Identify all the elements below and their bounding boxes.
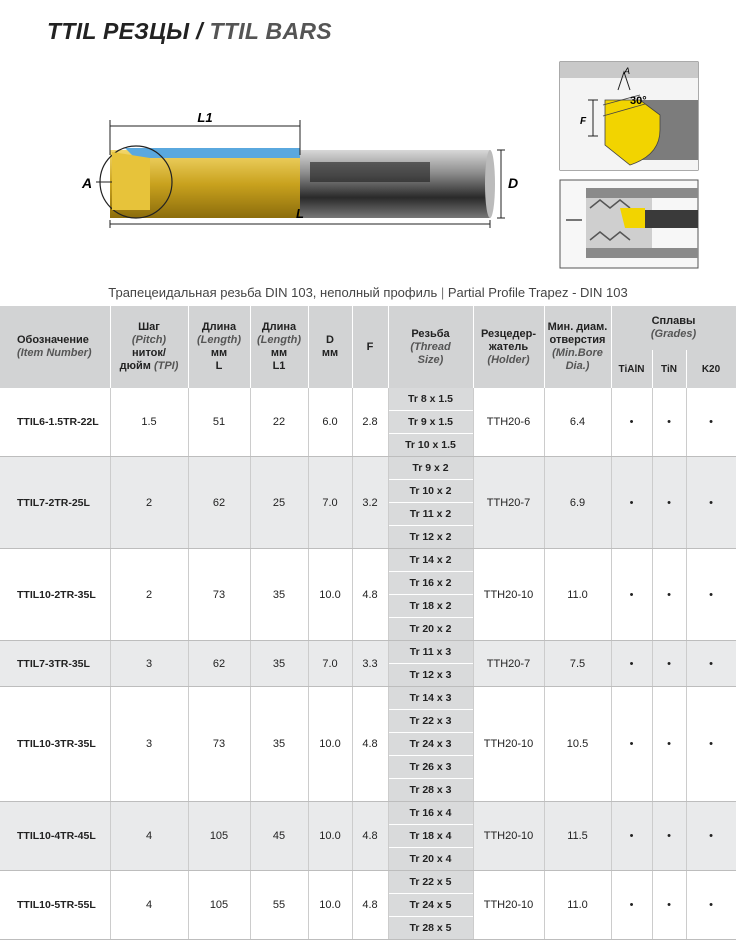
- diameter-cell: 7.0: [308, 641, 352, 687]
- item-cell: TTIL10-3TR-35L: [0, 687, 110, 802]
- col-bore-label: Мин. диам.: [547, 321, 608, 333]
- title-ru: TTIL РЕЗЦЫ: [47, 18, 190, 44]
- grade-tin-cell: •: [652, 687, 686, 802]
- col-holder-label-2: жатель: [488, 340, 529, 353]
- subtitle-separator: |: [437, 285, 448, 300]
- grade-tin-cell: •: [652, 802, 686, 871]
- title-en: TTIL BARS: [209, 18, 332, 44]
- col-d-unit: мм: [321, 347, 339, 359]
- col-length1-label: Длина: [261, 321, 297, 333]
- col-pitch-label-en: (Pitch): [131, 334, 167, 346]
- pitch-cell: 2: [110, 457, 188, 549]
- label-a: A: [82, 175, 93, 191]
- col-f: [352, 306, 388, 388]
- col-length1-unit: мм: [270, 347, 288, 359]
- spec-table-body: [0, 388, 736, 940]
- grade-k20-cell: •: [686, 802, 736, 871]
- length1-cell: 22: [250, 388, 308, 457]
- col-grades-label: Сплавы: [651, 315, 696, 327]
- thread-size: Tr 22 x 3: [389, 710, 473, 733]
- detail-a-label: A: [623, 66, 631, 76]
- thread-size: Tr 24 x 5: [389, 894, 473, 917]
- grade-k20-cell: •: [686, 549, 736, 641]
- col-bore-label-2: отверстия: [549, 334, 606, 346]
- col-thread: [388, 306, 473, 388]
- length-cell: 105: [188, 802, 250, 871]
- holder-cell: TTH20-10: [473, 802, 544, 871]
- thread-size: Tr 9 x 2: [389, 457, 473, 480]
- length1-cell: 35: [250, 641, 308, 687]
- col-item-label: Обозначение: [17, 334, 89, 346]
- thread-size: Tr 14 x 2: [389, 549, 473, 572]
- grade-tin-cell: •: [652, 871, 686, 940]
- table-row: [0, 687, 736, 802]
- holder-cell: TTH20-7: [473, 457, 544, 549]
- col-item-label-en: (Item Number): [17, 347, 92, 359]
- length-cell: 62: [188, 457, 250, 549]
- col-bore-label-en: (Min.Bore: [552, 347, 603, 359]
- col-pitch-tpi: (TPI): [153, 360, 179, 372]
- grade-tialn-cell: •: [611, 457, 652, 549]
- f-cell: 4.8: [352, 549, 388, 641]
- tool-body: [100, 146, 300, 218]
- col-item: [0, 306, 110, 388]
- thread-size: Tr 8 x 1.5: [389, 388, 473, 411]
- label-l: L: [296, 206, 304, 221]
- thread-cell: [388, 641, 473, 687]
- detail-f: F: [580, 116, 587, 127]
- thread-size: Tr 18 x 2: [389, 595, 473, 618]
- thread-size: Tr 16 x 2: [389, 572, 473, 595]
- col-pitch-label-2: ниток/: [132, 347, 166, 359]
- grade-k20-cell: •: [686, 687, 736, 802]
- grade-tialn-cell: •: [611, 871, 652, 940]
- col-thread-label-en: (Thread: [410, 340, 451, 353]
- tool-shank: [300, 150, 495, 218]
- thread-size: Tr 9 x 1.5: [389, 411, 473, 434]
- bore-cell: 7.5: [544, 641, 611, 687]
- thread-size: Tr 12 x 2: [409, 531, 452, 543]
- col-holder-label-en: (Holder): [487, 353, 530, 366]
- page-title: [47, 18, 332, 45]
- thread-cell: [388, 549, 473, 641]
- thread-cell: [388, 871, 473, 940]
- thread-size: Tr 24 x 3: [389, 733, 473, 756]
- col-length1: [250, 306, 308, 388]
- pitch-cell: 2: [110, 549, 188, 641]
- item-cell: TTIL10-2TR-35L: [0, 549, 110, 641]
- header-row: [0, 306, 736, 350]
- thread-size: Tr 20 x 2: [409, 623, 452, 635]
- col-length: [188, 306, 250, 388]
- col-k20: K20: [686, 350, 736, 388]
- col-length-unit: мм: [210, 347, 228, 359]
- length-cell: 62: [188, 641, 250, 687]
- diameter-cell: 6.0: [308, 388, 352, 457]
- length-cell: 105: [188, 871, 250, 940]
- grade-tialn-cell: •: [611, 549, 652, 641]
- length1-cell: 45: [250, 802, 308, 871]
- dimension-d: [497, 150, 505, 218]
- f-cell: 4.8: [352, 687, 388, 802]
- diameter-cell: 10.0: [308, 802, 352, 871]
- col-pitch-label-3: дюйм: [119, 360, 151, 372]
- thread-size: Tr 10 x 1.5: [405, 439, 456, 451]
- grade-tin-cell: •: [652, 457, 686, 549]
- col-bore: [544, 306, 611, 388]
- table-row: [0, 871, 736, 940]
- table-row: [0, 549, 736, 641]
- label-d: D: [508, 175, 519, 191]
- item-cell: TTIL10-4TR-45L: [0, 802, 110, 871]
- thread-size: Tr 28 x 5: [409, 922, 452, 934]
- col-holder-label: Резцедер-: [480, 327, 536, 340]
- diameter-cell: 10.0: [308, 549, 352, 641]
- pitch-cell: 4: [110, 871, 188, 940]
- grade-k20-cell: •: [686, 457, 736, 549]
- bore-cell: 11.0: [544, 871, 611, 940]
- thread-size: Tr 22 x 5: [389, 871, 473, 894]
- thread-size: Tr 10 x 2: [389, 480, 473, 503]
- label-l1: L1: [197, 110, 213, 125]
- thread-cell: [388, 388, 473, 457]
- f-cell: 2.8: [352, 388, 388, 457]
- grade-tialn-cell: •: [611, 388, 652, 457]
- thread-size: Tr 26 x 3: [389, 756, 473, 779]
- thread-size: Tr 11 x 3: [389, 641, 473, 664]
- bore-cell: 6.4: [544, 388, 611, 457]
- subtitle: [0, 285, 736, 300]
- length1-cell: 55: [250, 871, 308, 940]
- bore-cell: 11.0: [544, 549, 611, 641]
- thread-size: Tr 11 x 2: [389, 503, 473, 526]
- item-cell: TTIL7-2TR-25L: [0, 457, 110, 549]
- thread-cell: [388, 687, 473, 802]
- title-separator: /: [189, 18, 210, 44]
- holder-cell: TTH20-6: [473, 388, 544, 457]
- grade-tialn-cell: •: [611, 802, 652, 871]
- col-tin: TiN: [652, 350, 686, 388]
- thread-size: Tr 20 x 4: [409, 853, 452, 865]
- col-tialn: TiAlN: [611, 350, 652, 388]
- col-length1-symbol: L1: [272, 360, 286, 372]
- subtitle-ru: Трапецеидальная резьба DIN 103, неполный профиль: [108, 285, 438, 300]
- grade-k20-cell: •: [686, 641, 736, 687]
- tool-diagram: [0, 60, 736, 275]
- grade-tialn-cell: •: [611, 641, 652, 687]
- col-grades: [611, 306, 736, 350]
- bore-cell: 10.5: [544, 687, 611, 802]
- f-cell: 4.8: [352, 871, 388, 940]
- table-row: [0, 802, 736, 871]
- f-cell: 4.8: [352, 802, 388, 871]
- grade-tialn-cell: •: [611, 687, 652, 802]
- thread-size: Tr 16 x 4: [389, 802, 473, 825]
- bore-cell: 11.5: [544, 802, 611, 871]
- pitch-cell: 3: [110, 687, 188, 802]
- holder-cell: TTH20-7: [473, 641, 544, 687]
- pitch-cell: 1.5: [110, 388, 188, 457]
- spec-table: [0, 306, 736, 940]
- table-row: [0, 457, 736, 549]
- col-pitch-label: Шаг: [138, 321, 160, 333]
- length1-cell: 25: [250, 457, 308, 549]
- subtitle-en: Partial Profile Trapez - DIN 103: [447, 285, 628, 300]
- bore-cell: 6.9: [544, 457, 611, 549]
- pitch-cell: 3: [110, 641, 188, 687]
- grade-tin-cell: •: [652, 388, 686, 457]
- holder-cell: TTH20-10: [473, 687, 544, 802]
- thread-size: Tr 28 x 3: [409, 784, 452, 796]
- col-length-label: Длина: [201, 321, 237, 333]
- thread-cell: [388, 802, 473, 871]
- thread-size: Tr 18 x 4: [389, 825, 473, 848]
- f-cell: 3.3: [352, 641, 388, 687]
- table-row: [0, 388, 736, 457]
- col-length1-label-en: (Length): [257, 334, 301, 346]
- grade-k20-cell: •: [686, 871, 736, 940]
- table-row: [0, 641, 736, 687]
- diameter-cell: 10.0: [308, 687, 352, 802]
- col-f-label: F: [366, 340, 374, 353]
- grade-tin-cell: •: [652, 641, 686, 687]
- diameter-cell: 7.0: [308, 457, 352, 549]
- length-cell: 73: [188, 549, 250, 641]
- holder-cell: TTH20-10: [473, 871, 544, 940]
- item-cell: TTIL6-1.5TR-22L: [0, 388, 110, 457]
- col-d-label: D: [326, 334, 334, 346]
- length1-cell: 35: [250, 549, 308, 641]
- item-cell: TTIL7-3TR-35L: [0, 641, 110, 687]
- col-thread-label: Резьба: [411, 327, 450, 340]
- thread-size: Tr 12 x 3: [409, 669, 452, 681]
- dimension-l: [110, 220, 490, 228]
- col-holder: [473, 306, 544, 388]
- col-bore-label-en-2: Dia.): [565, 360, 590, 372]
- pitch-cell: 4: [110, 802, 188, 871]
- col-d: [308, 306, 352, 388]
- col-grades-label-en: (Grades): [650, 328, 697, 340]
- thread-cell: [388, 457, 473, 549]
- length-cell: 73: [188, 687, 250, 802]
- detail-angle: 30°: [630, 95, 647, 107]
- thread-engagement-view: [560, 180, 698, 268]
- length1-cell: 35: [250, 687, 308, 802]
- col-length-label-en: (Length): [197, 334, 241, 346]
- grade-k20-cell: •: [686, 388, 736, 457]
- f-cell: 3.2: [352, 457, 388, 549]
- col-pitch: [110, 306, 188, 388]
- holder-cell: TTH20-10: [473, 549, 544, 641]
- item-cell: TTIL10-5TR-55L: [0, 871, 110, 940]
- col-length-symbol: L: [215, 360, 223, 372]
- thread-size: Tr 14 x 3: [389, 687, 473, 710]
- grade-tin-cell: •: [652, 549, 686, 641]
- diameter-cell: 10.0: [308, 871, 352, 940]
- length-cell: 51: [188, 388, 250, 457]
- col-thread-label-en-2: Size): [417, 353, 444, 366]
